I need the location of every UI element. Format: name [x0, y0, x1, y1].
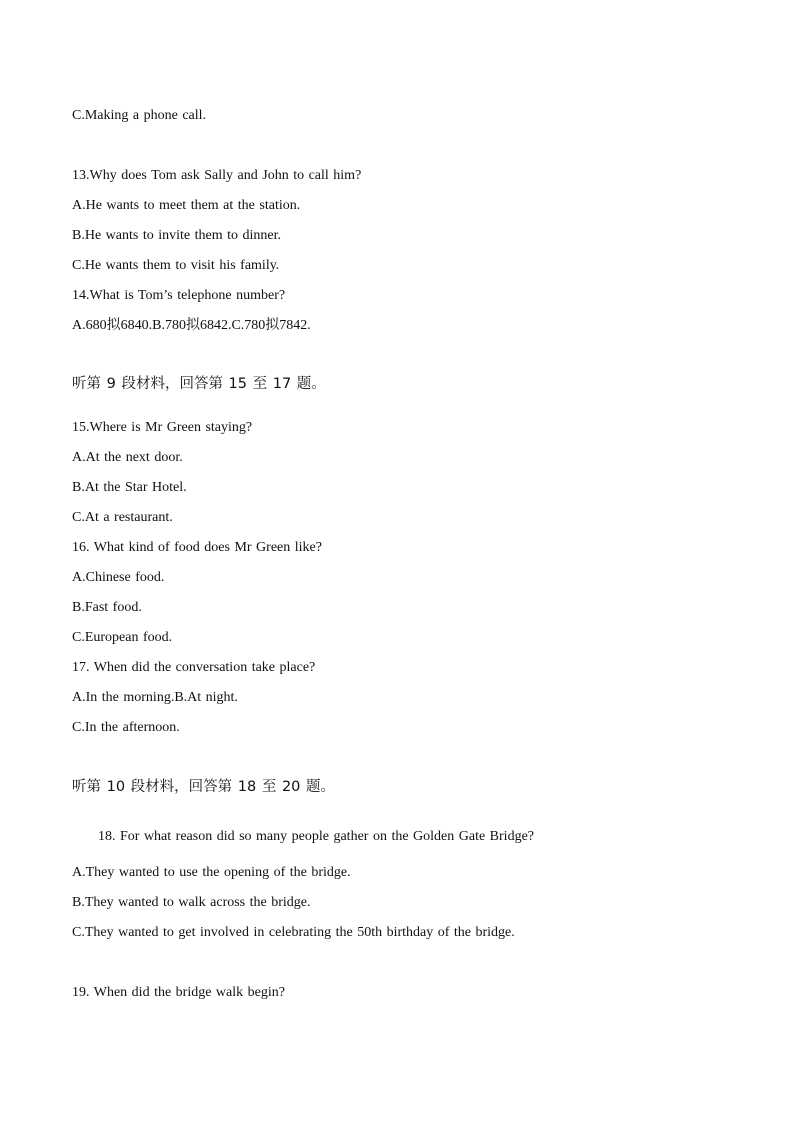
option-17c: C.In the afternoon.: [72, 720, 180, 735]
question-17: 17. When did the conversation take place?: [72, 660, 316, 675]
options-17ab: A.In the morning.B.At night.: [72, 690, 238, 705]
option-15b: B.At the Star Hotel.: [72, 480, 187, 495]
section-heading-9: 听第 9 段材料，回答第 15 至 17 题。: [72, 376, 326, 392]
question-13: 13.Why does Tom ask Sally and John to call him?: [72, 168, 362, 183]
option-15a: A.At the next door.: [72, 450, 183, 465]
option-16c: C.European food.: [72, 630, 173, 645]
option-18b: B.They wanted to walk across the bridge.: [72, 895, 311, 910]
option-13a: A.He wants to meet them at the station.: [72, 198, 301, 213]
option-12c: C.Making a phone call.: [72, 108, 207, 123]
question-16: 16. What kind of food does Mr Green like?: [72, 540, 322, 555]
question-18: 18. For what reason did so many people gather on the Golden Gate Bridge?: [98, 829, 535, 844]
option-16a: A.Chinese food.: [72, 570, 165, 585]
option-13c: C.He wants them to visit his family.: [72, 258, 280, 273]
option-15c: C.At a restaurant.: [72, 510, 173, 525]
section-heading-10: 听第 10 段材料，回答第 18 至 20 题。: [72, 779, 336, 795]
option-18c: C.They wanted to get involved in celebrating the 50th birthday of the bridge.: [72, 925, 515, 940]
question-19: 19. When did the bridge walk begin?: [72, 985, 285, 1000]
question-14: 14.What is Tom’s telephone number?: [72, 288, 286, 303]
option-16b: B.Fast food.: [72, 600, 142, 615]
options-14: A.680拟6840.B.780拟6842.C.780拟7842.: [72, 318, 311, 333]
option-18a: A.They wanted to use the opening of the bridge.: [72, 865, 351, 880]
option-13b: B.He wants to invite them to dinner.: [72, 228, 281, 243]
question-15: 15.Where is Mr Green staying?: [72, 420, 253, 435]
